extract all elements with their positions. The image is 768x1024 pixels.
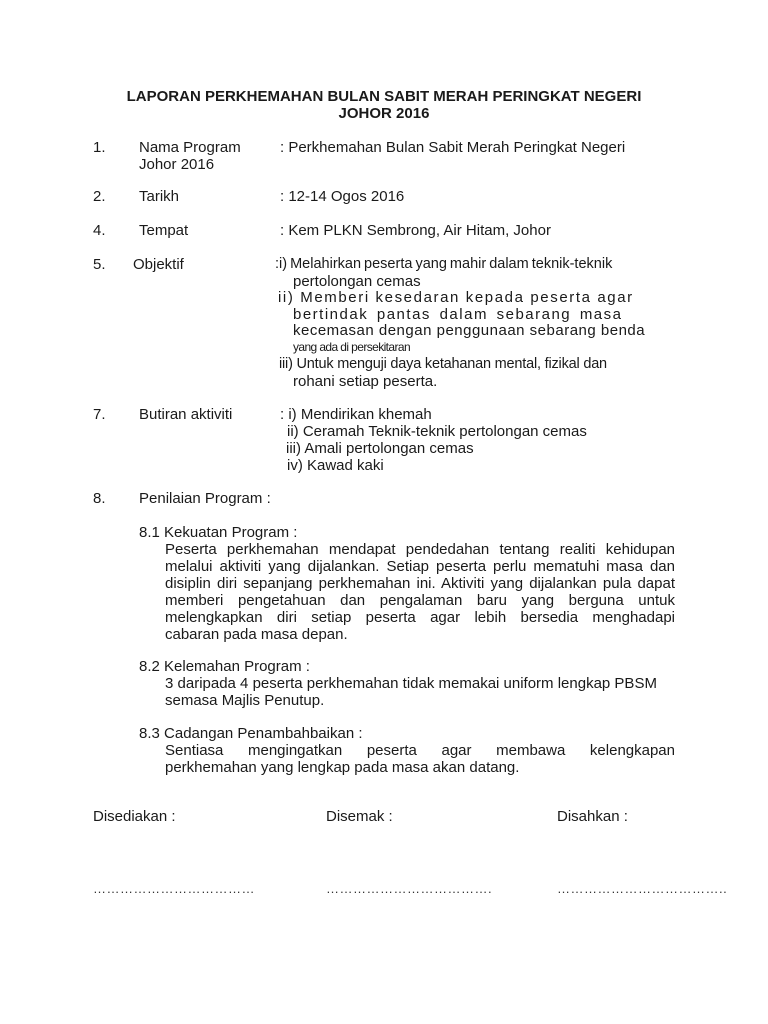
- section-heading-kekuatan: 8.1 Kekuatan Program :: [139, 524, 298, 541]
- item-number-tarikh: 2.: [93, 188, 106, 205]
- item-number-butiran: 7.: [93, 406, 106, 423]
- cadangan-line-2: perkhemahan yang lengkap pada masa akan datang.: [165, 759, 520, 776]
- kelemahan-line-1: 3 daripada 4 peserta perkhemahan tidak memakai uniform lengkap PBSM: [165, 675, 657, 692]
- kelemahan-line-2: semasa Majlis Penutup.: [165, 692, 325, 709]
- item-label-butiran: Butiran aktiviti: [139, 406, 233, 423]
- item-value-tempat: : Kem PLKN Sembrong, Air Hitam, Johor: [280, 222, 551, 239]
- item-label-objektif: Objektif: [133, 256, 184, 273]
- kekuatan-line-1: Peserta perkhemahan mendapat pendedahan tentang realiti kehidupan: [165, 541, 675, 558]
- signature-line-disemak: ……………………………….: [326, 881, 493, 896]
- item-value-nama: : Perkhemahan Bulan Sabit Merah Peringkat Negeri: [280, 139, 626, 156]
- kekuatan-line-6: cabaran pada masa depan.: [165, 626, 348, 643]
- objektif-i-line1: :i) Melahirkan peserta yang mahir dalam teknik-teknik: [275, 256, 613, 272]
- kekuatan-line-5: melengkapkan diri setiap peserta agar lebih bersedia menghadapi: [165, 609, 675, 626]
- item-label-tempat: Tempat: [139, 222, 189, 239]
- objektif-ii-line2: bertindak pantas dalam sebarang masa: [293, 306, 623, 323]
- activity-item-3: iii) Amali pertolongan cemas: [286, 440, 474, 457]
- report-title-line2: JOHOR 2016: [338, 105, 430, 122]
- objektif-iii-line1: iii) Untuk menguji daya ketahanan mental, fizikal dan: [279, 356, 607, 372]
- signature-line-disediakan: ………………………………: [93, 881, 255, 896]
- section-heading-cadangan: 8.3 Cadangan Penambahbaikan :: [139, 725, 363, 742]
- item-label-penilaian: Penilaian Program :: [139, 490, 271, 507]
- objektif-iii-line2: rohani setiap peserta.: [293, 373, 438, 390]
- objektif-ii-line4: yang ada di persekitaran: [293, 340, 411, 354]
- kekuatan-line-2: melalui aktiviti yang dijalankan. Setiap peserta perlu mematuhi masa dan: [165, 558, 675, 575]
- signature-line-disahkan: ………………………………..: [557, 881, 728, 896]
- objektif-i-line2: pertolongan cemas: [293, 273, 421, 290]
- item-label-tarikh: Tarikh: [139, 188, 180, 205]
- report-title-line1: LAPORAN PERKHEMAHAN BULAN SABIT MERAH PERINGKAT NEGERI: [126, 88, 642, 105]
- item-label-nama-line2: Johor 2016: [139, 156, 215, 173]
- signature-label-disahkan: Disahkan :: [557, 808, 628, 825]
- item-value-tarikh: : 12-14 Ogos 2016: [280, 188, 405, 205]
- cadangan-line-1: Sentiasa mengingatkan peserta agar membawa kelengkapan: [165, 742, 675, 759]
- item-number-objektif: 5.: [93, 256, 106, 273]
- item-label-nama: Nama Program: [139, 139, 241, 156]
- signature-label-disemak: Disemak :: [326, 808, 393, 825]
- signature-label-disediakan: Disediakan :: [93, 808, 176, 825]
- kekuatan-line-4: memberi pengetahuan dan pengalaman baru yang berguna untuk: [165, 592, 675, 609]
- activity-item-2: ii) Ceramah Teknik-teknik pertolongan cemas: [287, 423, 587, 440]
- activity-item-4: iv) Kawad kaki: [287, 457, 384, 474]
- item-number-penilaian: 8.: [93, 490, 106, 507]
- kekuatan-line-3: disiplin diri sepanjang perkhemahan ini. Aktiviti yang dijalankan pula dapat: [165, 575, 675, 592]
- item-number-nama: 1.: [93, 139, 106, 156]
- item-number-tempat: 4.: [93, 222, 106, 239]
- objektif-ii-line3: kecemasan dengan penggunaan sebarang benda: [293, 322, 646, 339]
- section-heading-kelemahan: 8.2 Kelemahan Program :: [139, 658, 310, 675]
- activity-item-1: : i) Mendirikan khemah: [280, 406, 432, 423]
- objektif-ii-line1: ii) Memberi kesedaran kepada peserta agar: [278, 289, 634, 306]
